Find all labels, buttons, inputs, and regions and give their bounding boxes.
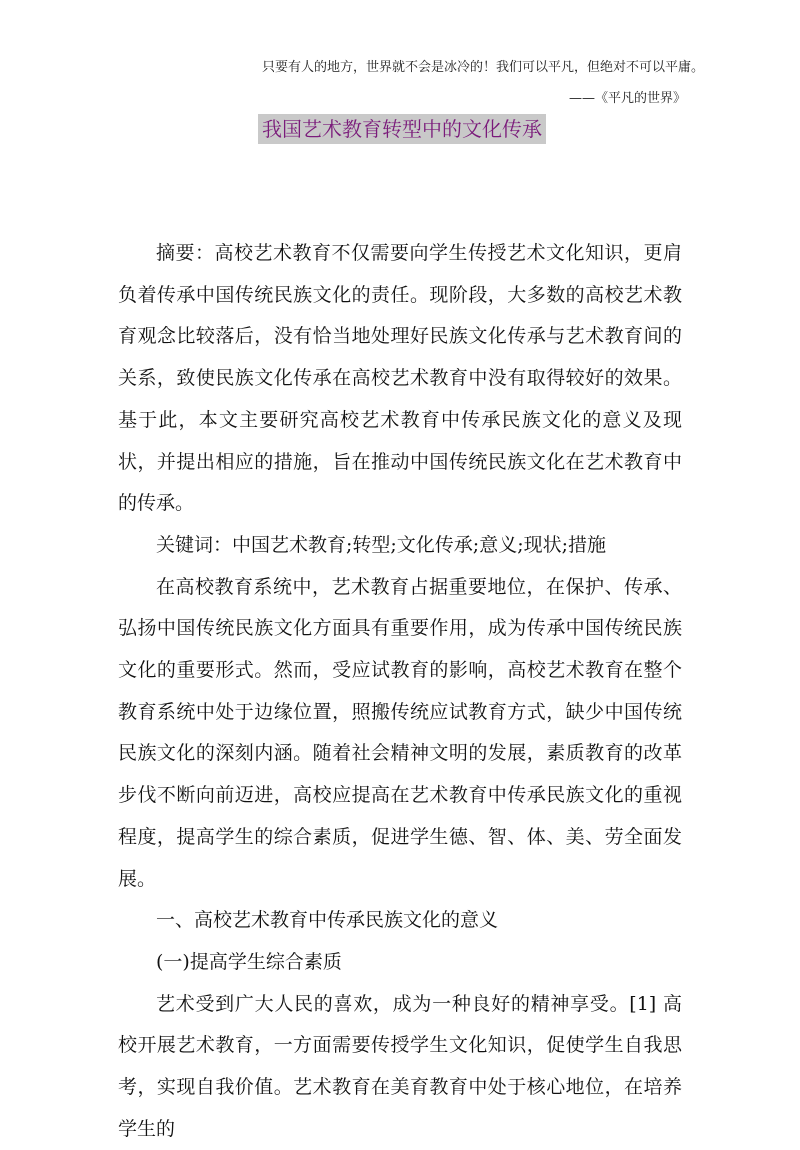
document-title: 我国艺术教育转型中的文化传承 — [258, 114, 546, 144]
body-paragraph: 艺术受到广大人民的喜欢，成为一种良好的精神享受。[1] 高校开展艺术教育，一方面需要传授学生文化知识，促使学生自我思考，实现自我价值。艺术教育在美育教育中处于核心地位，在培养学生的 — [118, 992, 682, 1140]
keywords-paragraph: 关键词：中国艺术教育;转型;文化传承;意义;现状;措施 — [156, 533, 607, 556]
header-quote-source: ——《平凡的世界》 — [568, 91, 686, 106]
intro-paragraph: 在高校教育系统中，艺术教育占据重要地位，在保护、传承、弘扬中国传统民族文化方面具有重要作用，成为传承中国传统民族文化的重要形式。然而，受应试教育的影响，高校艺术教育在整个教育系统中处于边缘位置，照搬传统应试教育方式，缺少中国传统民族文化的深刻内涵。随着社会精神文明的发展，素质教育的改革步伐不断向前迈进，高校应提高在艺术教育中传承民族文化的重视程度，提高学生的综合素质，促进学生德、智、体、美、劳全面发展。 — [118, 575, 682, 890]
abstract-paragraph: 摘要：高校艺术教育不仅需要向学生传授艺术文化知识，更肩负着传承中国传统民族文化的责任。现阶段，大多数的高校艺术教育观念比较落后，没有恰当地处理好民族文化传承与艺术教育间的关系，致使民族文化传承在高校艺术教育中没有取得较好的效果。基于此，本文主要研究高校艺术教育中传承民族文化的意义及现状，并提出相应的措施，旨在推动中国传统民族文化在艺术教育中的传承。 — [118, 242, 682, 515]
header-quote: 只要有人的地方，世界就不会是冰冷的！我们可以平凡，但绝对不可以平庸。 — [262, 60, 705, 75]
document-body — [118, 233, 682, 1150]
section-heading: 一、高校艺术教育中传承民族文化的意义 — [156, 909, 499, 932]
subsection-heading: (一)提高学生综合素质 — [156, 950, 342, 973]
